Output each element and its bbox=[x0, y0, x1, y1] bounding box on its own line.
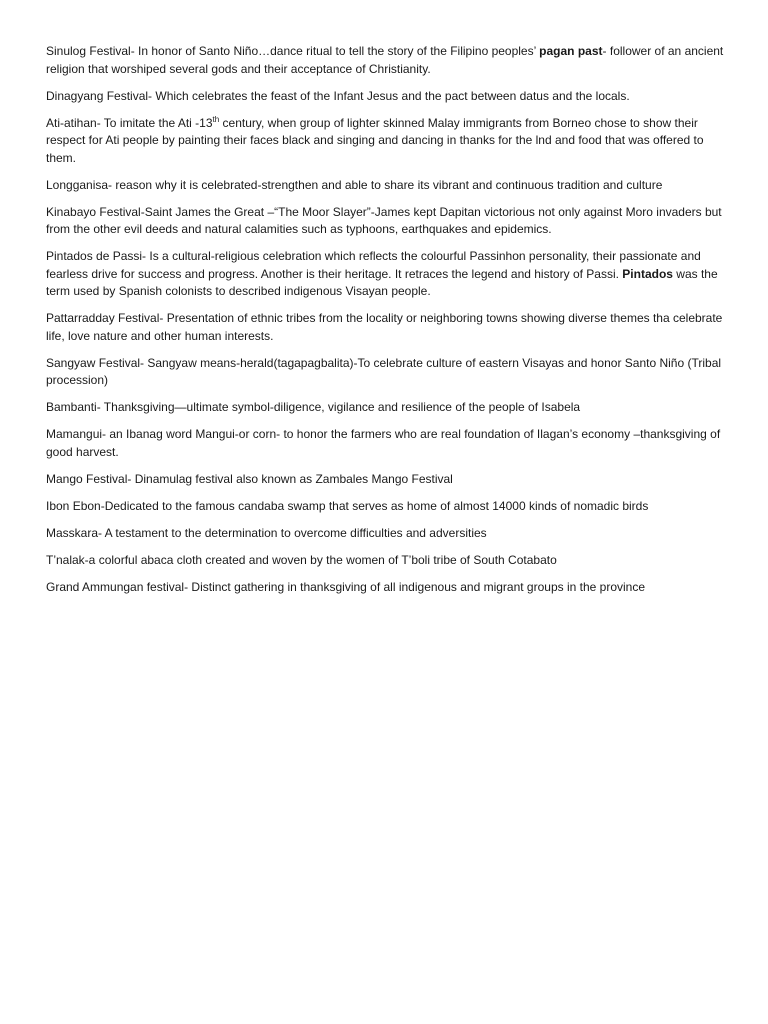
paragraph-ammungan bbox=[46, 579, 726, 597]
paragraph-longganisa bbox=[46, 177, 726, 195]
text-run: Pattarradday Festival- Presentation of ethnic tribes from the locality or neighboring towns showing diverse themes tha celebrate life, love nature and other human interests. bbox=[46, 311, 723, 343]
paragraph-pintados bbox=[46, 248, 726, 301]
text-run: Grand Ammungan festival- Distinct gathering in thanksgiving of all indigenous and migrant groups in the province bbox=[46, 579, 646, 594]
text-run: Mamangui- an Ibanag word Mangui-or corn- to honor the farmers who are real foundation of Ilagan’s economy –thanksgiving of good harvest. bbox=[46, 427, 721, 459]
bold-term: pagan past bbox=[539, 44, 603, 58]
paragraph-kinabayo bbox=[46, 204, 726, 239]
text-run: Bambanti- Thanksgiving—ultimate symbol-diligence, vigilance and resilience of the people of Isabela bbox=[46, 400, 581, 414]
text-run: Ibon Ebon-Dedicated to the famous candaba swamp that serves as home of almost 14000 kinds of nomadic birds bbox=[46, 498, 649, 513]
text-run: Ati-atihan- To imitate the Ati -13 bbox=[46, 115, 213, 130]
paragraph-ati-atihan bbox=[46, 115, 726, 168]
text-run: Sangyaw Festival- Sangyaw means-herald(tagapagbalita)-To celebrate culture of eastern Visayas and honor Santo Niño (Tribal procession) bbox=[46, 355, 722, 387]
text-run: Dinagyang Festival- Which celebrates the feast of the Infant Jesus and the pact between datus and the locals. bbox=[46, 88, 630, 103]
paragraph-pattarradday bbox=[46, 310, 726, 345]
text-run: - follower of an ancient religion that worshiped several gods and their acceptance of Christianity. bbox=[46, 44, 724, 76]
text-run: Mango Festival- Dinamulag festival also known as Zambales Mango Festival bbox=[46, 471, 453, 486]
paragraph-masskara bbox=[46, 525, 726, 543]
bold-term: Pintados bbox=[622, 266, 673, 281]
paragraph-dinagyang bbox=[46, 88, 726, 106]
text-run: Sinulog Festival- In honor of Santo Niño…dance ritual to tell the story of the Filipino peoples’ bbox=[46, 44, 540, 58]
paragraph-mamangui bbox=[46, 426, 726, 461]
superscript: th bbox=[212, 114, 220, 124]
text-run: T’nalak-a colorful abaca cloth created and woven by the women of T’boli tribe of South Cotabato bbox=[46, 552, 557, 567]
document-page bbox=[46, 43, 726, 606]
text-run: Longganisa- reason why it is celebrated-strengthen and able to share its vibrant and continuous tradition and culture bbox=[46, 177, 663, 192]
text-run: Kinabayo Festival-Saint James the Great –“The Moor Slayer”-James kept Dapitan victorious not only against Moro invaders but from the other evil deeds and natural calamities such as typhoons, earthquakes and epidemics. bbox=[46, 204, 722, 236]
paragraph-ibon-ebon bbox=[46, 498, 726, 516]
text-run: Masskara- A testament to the determination to overcome difficulties and adversities bbox=[46, 525, 487, 540]
paragraph-sangyaw bbox=[46, 355, 726, 390]
text-run: Pintados de Passi- Is a cultural-religious celebration which reflects the colourful Passinhon personality, their passionate and fearless drive for success and progress. Another is their heritage. It retraces the legend and history of Passi. bbox=[46, 249, 701, 281]
paragraph-mango bbox=[46, 471, 726, 489]
paragraph-tnalak bbox=[46, 552, 726, 570]
paragraph-sinulog bbox=[46, 43, 726, 78]
text-run: century, when group of lighter skinned Malay immigrants from Borneo chose to show their respect for Ati people by painting their faces black and singing and dancing in thanks for the lnd and food that was offered to them. bbox=[46, 115, 704, 165]
paragraph-bambanti bbox=[46, 399, 726, 417]
text-run: was the term used by Spanish colonists to described indigenous Visayan people. bbox=[46, 266, 718, 298]
